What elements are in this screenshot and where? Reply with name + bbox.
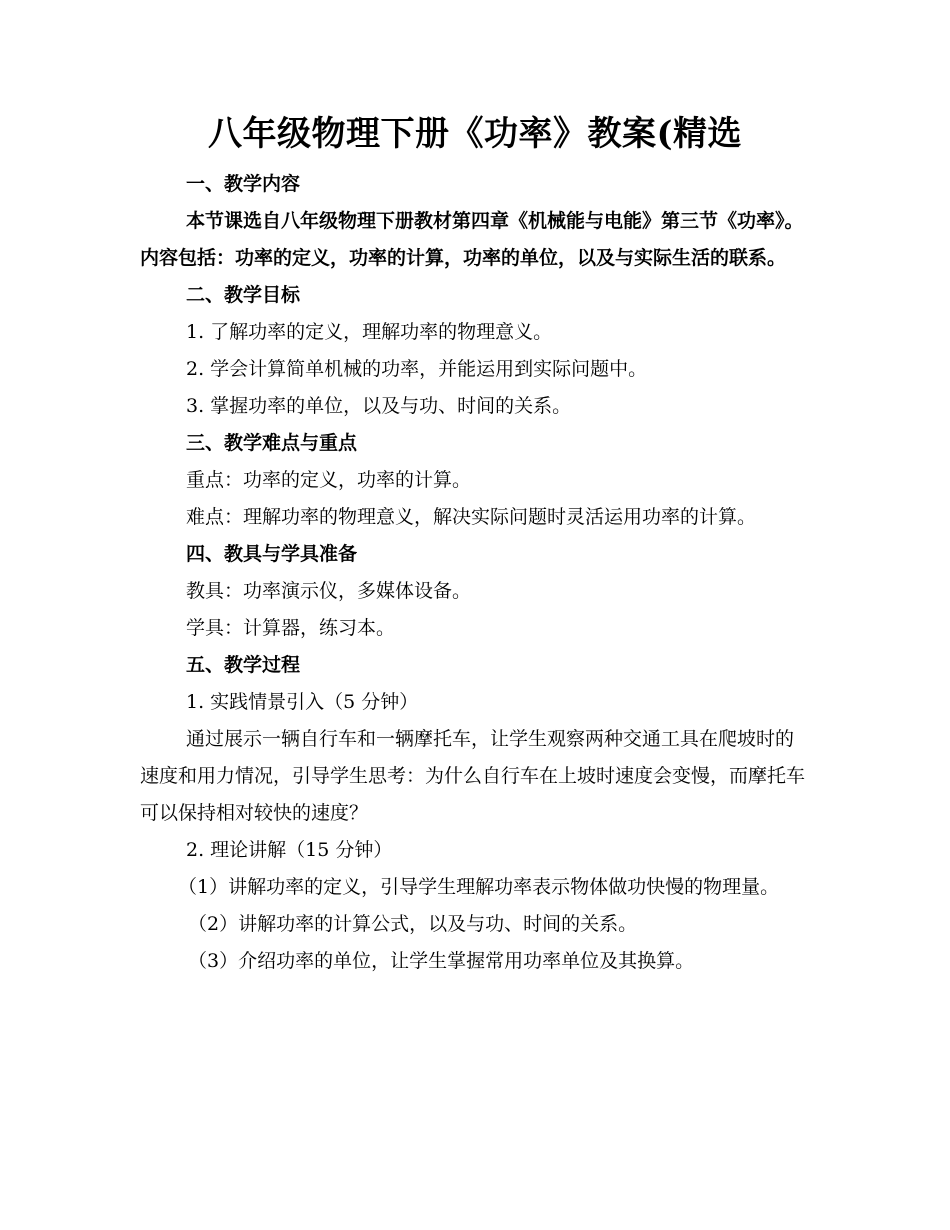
objective-item-2: 2. 学会计算简单机械的功率，并能运用到实际问题中。: [186, 358, 648, 380]
section-heading-content: 一、教学内容: [186, 173, 301, 195]
section-heading-key-points: 三、教学难点与重点: [186, 432, 358, 454]
teaching-aids-text: 教具：功率演示仪，多媒体设备。: [186, 580, 472, 602]
section-heading-objectives: 二、教学目标: [186, 284, 301, 306]
step1-text: 通过展示一辆自行车和一辆摩托车，让学生观察两种交通工具在爬坡时的速度和用力情况，引导学生思考：为什么自行车在上坡时速度会变慢，而摩托车可以保持相对较快的速度？: [140, 728, 806, 824]
step1-title: 1. 实践情景引入（5 分钟）: [186, 691, 419, 713]
content-paragraph: 本节课选自八年级物理下册教材第四章《机械能与电能》第三节《功率》。内容包括：功率的定义，功率的计算，功率的单位，以及与实际生活的联系。: [140, 210, 804, 269]
objective-item-3: 3. 掌握功率的单位，以及与功、时间的关系。: [186, 395, 572, 417]
step2-title: 2. 理论讲解（15 分钟）: [186, 839, 393, 861]
key-point-text: 重点：功率的定义，功率的计算。: [186, 469, 472, 491]
document-body: [140, 166, 805, 980]
student-tools-text: 学具：计算器，练习本。: [186, 617, 396, 639]
section-heading-process: 五、教学过程: [186, 654, 301, 676]
step2-subitem-3: （3）介绍功率的单位，让学生掌握常用功率单位及其换算。: [188, 950, 695, 972]
section-heading-materials: 四、教具与学具准备: [186, 543, 358, 565]
difficulty-text: 难点：理解功率的物理意义，解决实际问题时灵活运用功率的计算。: [186, 506, 757, 528]
objective-item-1: 1. 了解功率的定义，理解功率的物理意义。: [186, 321, 553, 343]
step2-subitem-2: （2）讲解功率的计算公式，以及与功、时间的关系。: [188, 913, 638, 935]
document-title: 八年级物理下册《功率》教案(精选: [207, 114, 743, 154]
step2-subitem-1: （1）讲解功率的定义，引导学生理解功率表示物体做功快慢的物理量。: [178, 876, 780, 898]
